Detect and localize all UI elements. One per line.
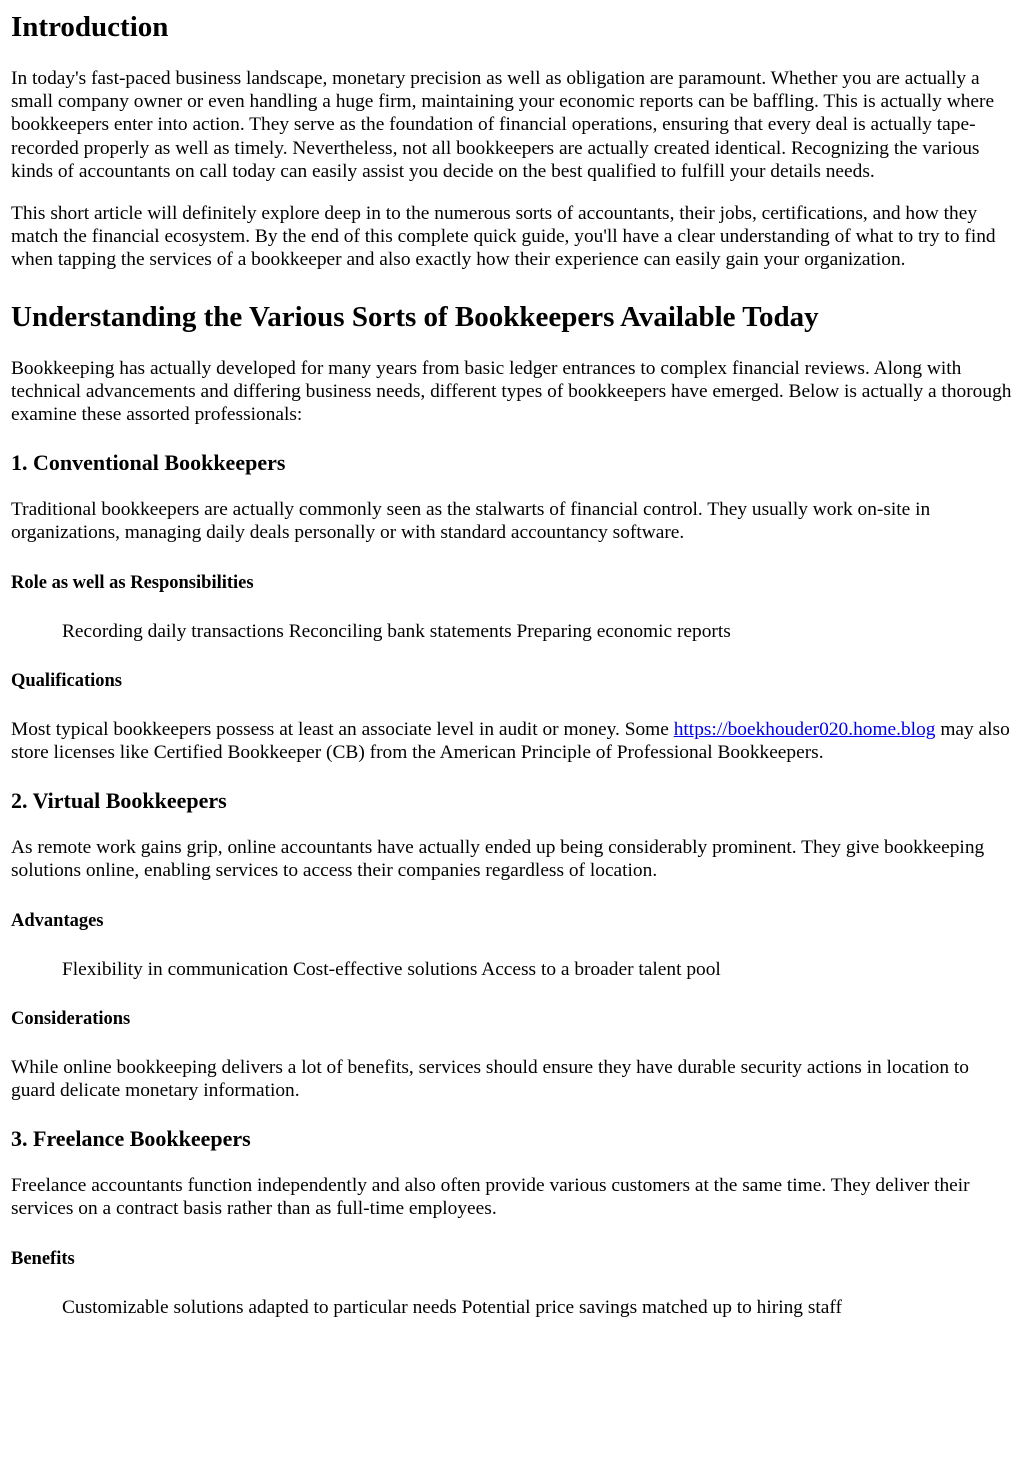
benefits-heading: Benefits <box>11 1248 75 1269</box>
intro-heading: Introduction <box>11 11 169 43</box>
roles-list: Recording daily transactions Reconciling bank statements Preparing economic reports <box>62 620 731 642</box>
conventional-paragraph: Traditional bookkeepers are actually commonly seen as the stalwarts of financial control. They usually work on-site in organizations, managing daily deals personally or with standard accountancy software. <box>11 499 931 544</box>
intro-paragraph-1: In today's fast-paced business landscape, monetary precision as well as obligation are paramount. Whether you are actually a small company owner or even handling a huge firm, maintaining your economic reports can be baffling. This is actually where bookkeepers enter into action. They serve as the foundation of financial operations, ensuring that every deal is actually tape-recorded properly as well as timely. Nevertheless, not all bookkeepers are actually created identical. Recognizing the various kinds of accountants on call today can easily assist you decide on the best qualified to fulfill your details needs. <box>11 68 995 182</box>
qualifications-text-after: may also store licenses like Certified Bookkeeper (CB) from the American Principle of Professional Bookkeepers. <box>11 718 1010 764</box>
freelance-paragraph: Freelance accountants function independently and also often provide various customers at the same time. They deliver their services on a contract basis rather than as full-time employees. <box>11 1175 970 1220</box>
virtual-heading: 2. Virtual Bookkeepers <box>11 788 227 814</box>
conventional-heading: 1. Conventional Bookkeepers <box>11 450 286 476</box>
qualifications-paragraph <box>11 718 1013 764</box>
understanding-heading: Understanding the Various Sorts of Bookkeepers Available Today <box>11 300 819 333</box>
advantages-list: Flexibility in communication Cost-effective solutions Access to a broader talent pool <box>62 958 721 980</box>
virtual-paragraph: As remote work gains grip, online accountants have actually ended up being considerably prominent. They give bookkeeping solutions online, enabling services to access their companies regardless of location. <box>11 837 985 882</box>
intro-paragraph-2: This short article will definitely explore deep in to the numerous sorts of accountants, their jobs, certifications, and how they match the financial ecosystem. By the end of this complete quick guide, you'll have a clear understanding of what to try to find when tapping the services of a bookkeeper and also exactly how their experience can easily gain your organization. <box>11 203 996 271</box>
boekhouder-link[interactable]: https://boekhouder020.home.blog <box>673 718 936 740</box>
considerations-heading: Considerations <box>11 1008 131 1029</box>
advantages-heading: Advantages <box>11 910 104 931</box>
understanding-paragraph: Bookkeeping has actually developed for many years from basic ledger entrances to complex financial reviews. Along with technical advancements and differing business needs, different types of bookkeepers have emerged. Below is actually a thorough examine these assorted professionals: <box>11 357 1012 426</box>
considerations-paragraph: While online bookkeeping delivers a lot of benefits, services should ensure they have durable security actions in location to guard delicate monetary information. <box>11 1056 969 1102</box>
qualifications-text-before: Most typical bookkeepers possess at least an associate level in audit or money. Some <box>11 718 674 740</box>
article <box>0 10 1024 1319</box>
freelance-heading: 3. Freelance Bookkeepers <box>11 1126 251 1152</box>
qualifications-heading: Qualifications <box>11 670 123 691</box>
roles-heading: Role as well as Responsibilities <box>11 572 254 593</box>
benefits-list: Customizable solutions adapted to particular needs Potential price savings matched up to hiring staff <box>62 1296 842 1318</box>
